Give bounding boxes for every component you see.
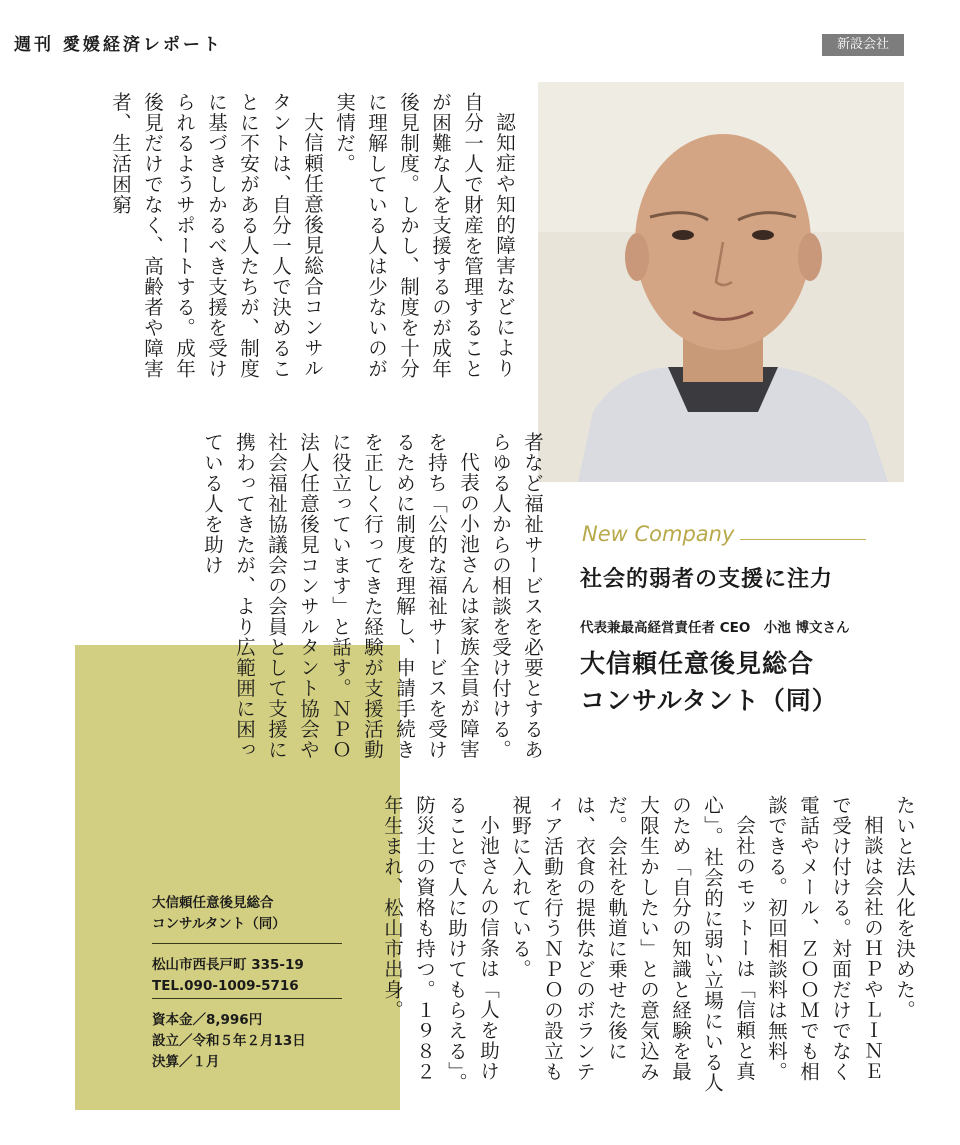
- paragraph: 者など福祉サービスを必要とするあらゆる人からの相談を受け付ける。: [489, 432, 544, 760]
- paragraph: 認知症や知的障害などにより自分一人で財産を管理することが困難な人を支援するのが成年後見制度。しかし、制度を十分に理解している人は少ないのが実情だ。: [333, 92, 516, 379]
- tag-divider: [740, 539, 866, 540]
- info-tel: TEL.090-1009-5716: [152, 978, 299, 994]
- article-column-3: [381, 795, 920, 1095]
- info-capital: 資本金／8,996円: [152, 1012, 263, 1028]
- new-company-tag: New Company: [582, 522, 735, 546]
- section-badge: 新設会社: [822, 34, 904, 56]
- info-fiscal: 決算／１月: [152, 1054, 220, 1070]
- info-established: 設立／令和５年２月13日: [152, 1033, 306, 1049]
- article-column-2: [145, 432, 548, 762]
- info-company-name: [152, 893, 342, 935]
- ceo-name: 代表兼最高経営責任者 CEO 小池 博文さん: [580, 620, 850, 636]
- paragraph: 相談は会社のＨＰやＬＩＮＥで受け付ける。対面だけでなく電話やメール、ＺＯＯＭでも相談できる。初回相談料は無料。: [765, 795, 884, 1082]
- article-column-1: [109, 92, 520, 392]
- info-address: 松山市西長戸町 335-19: [152, 957, 304, 973]
- company-title: [580, 645, 838, 719]
- masthead: 週刊 愛媛経済レポート: [14, 35, 223, 55]
- portrait-illustration: [538, 82, 904, 482]
- info-divider: [152, 998, 342, 999]
- company-title-line-1: 大信頼任意後見総合: [580, 649, 815, 678]
- paragraph: たいと法人化を決めた。: [893, 795, 916, 1021]
- company-title-line-2: コンサルタント（同）: [580, 686, 838, 715]
- info-name-line-1: 大信頼任意後見総合: [152, 895, 274, 911]
- paragraph: 会社のモットーは「信頼と真心」。社会的に弱い立場にいる人のため「自分の知識と経験を最大限生かしたい」との意気込みだ。会社を軌道に乗せた後には、衣食の提供などのボランティア活動を行うＮＰＯの設立も視野に入れている。: [509, 795, 756, 1093]
- article-headline: 社会的弱者の支援に注力: [580, 567, 834, 592]
- info-contact: [152, 955, 342, 997]
- paragraph: 小池さんの信条は「人を助けることで人に助けてもらえる」。防災士の資格も持つ。１９８２年生まれ、松山市出身。: [381, 795, 500, 1093]
- paragraph: 大信頼任意後見総合コンサルタントは、自分一人で決めることに不安がある人たちが、制度に基づきしかるべき支援を受けられるようサポートする。成年後見だけでなく、高齢者や障害者、生活困窮: [109, 92, 324, 379]
- ceo-photo: [538, 82, 904, 482]
- info-name-line-2: コンサルタント（同）: [152, 916, 286, 932]
- paragraph: 代表の小池さんは家族全員が障害を持ち「公的な福祉サービスを受けるために制度を理解し、申請手続きを正しく行ってきた経験が支援活動に役立っています」と話す。ＮＰＯ法人任意後見コンサルタント協会や社会福祉協議会の会員として支援に携わってきたが、より広範囲に困っている人を助け: [201, 432, 480, 760]
- info-facts: [152, 1010, 342, 1073]
- info-divider: [152, 943, 342, 944]
